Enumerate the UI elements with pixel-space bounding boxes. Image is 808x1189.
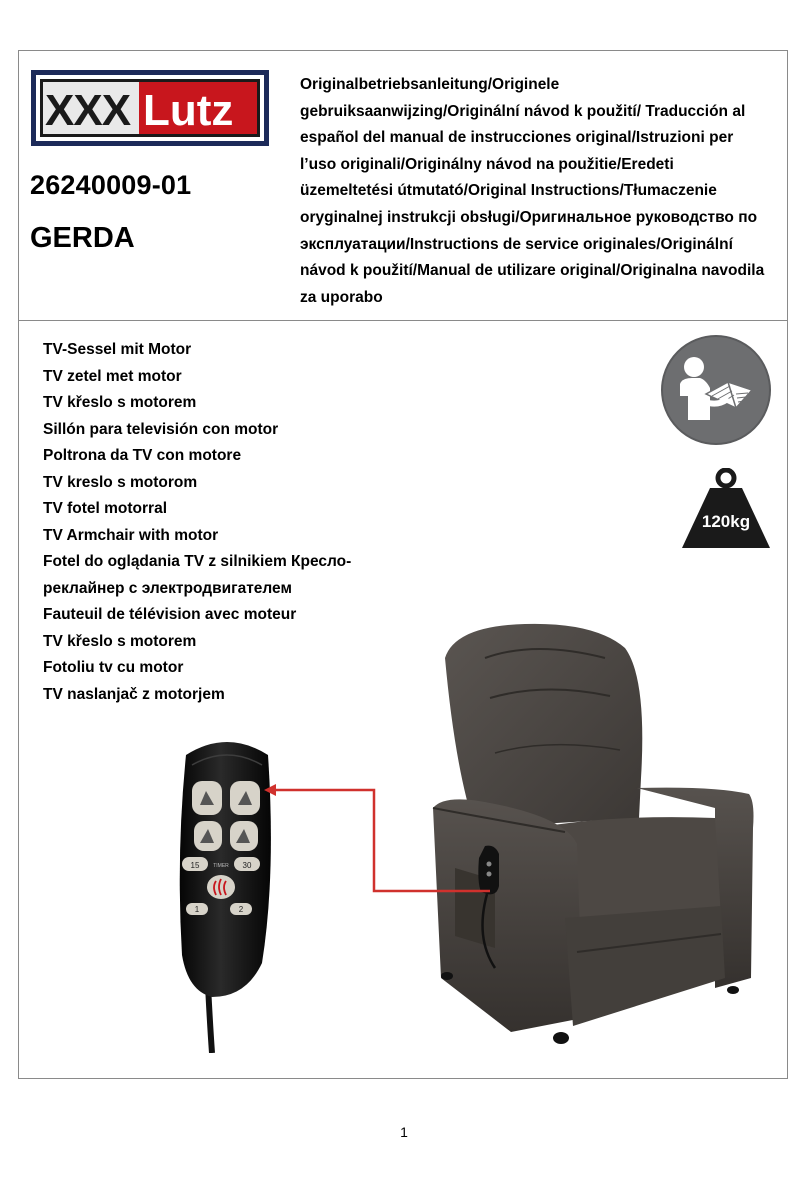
title-es: Sillón para televisión con motor [43,420,279,438]
weight-limit-label: 120kg [701,512,751,531]
title-nl: TV zetel met motor [43,367,182,385]
weight-limit-icon [680,468,772,550]
title-pl-ru: Fotel do oglądania TV z silnikiem Кресло- [43,553,352,570]
pointer-arrow [262,780,502,900]
title-de: TV-Sessel mit Motor [43,341,192,358]
header-divider [18,320,788,321]
product-title-list [43,337,351,708]
title-sk: TV kreslo s motorom [43,473,198,491]
title-it: Poltrona da TV con motore [43,447,242,464]
title-cz: TV křeslo s motorem [43,394,197,411]
title-en: TV Armchair with motor [43,526,219,544]
title-si: TV naslanjač z motorjem [43,685,225,703]
title-ru: реклайнер с электродвигателем [43,579,292,597]
timer-30-label: 30 [242,861,252,870]
memory-2-label: 2 [238,905,244,914]
instructions-language-list: Originalbetriebsanleitung/Originele gebruiksaanwijzing/Originální návod k použití/ Traducción al español del manual de instrucciones original/Istruzioni per l’uso originali/Originálny návod na použitie/Eredeti üzemeltetési útmutató/Original Instructions/Tłumaczenie oryginalnej instrukcji obsługi/Оригинальное руководство по эксплуатации/Instructions de service originales/Originální návod k použití/Manual de utilizare original/Originalna navodila za uporabo [300,76,765,306]
title-hu: TV fotel motorral [43,500,168,517]
timer-label: TIMER [213,863,229,869]
timer-15-label: 15 [190,861,200,870]
title-ro: Fotoliu tv cu motor [43,659,184,676]
brand-logo [31,70,269,146]
read-manual-icon [660,334,772,446]
svg-text:Lutz: Lutz [143,86,234,135]
page-number: 1 [400,1124,408,1140]
product-code: 26240009-01 [30,170,192,200]
memory-1-label: 1 [194,905,200,914]
svg-text:XXX: XXX [45,86,131,135]
title-cz-2: TV křeslo s motorem [43,632,197,650]
title-fr: Fauteuil de télévision avec moteur [43,606,297,623]
product-model: GERDA [30,222,135,254]
